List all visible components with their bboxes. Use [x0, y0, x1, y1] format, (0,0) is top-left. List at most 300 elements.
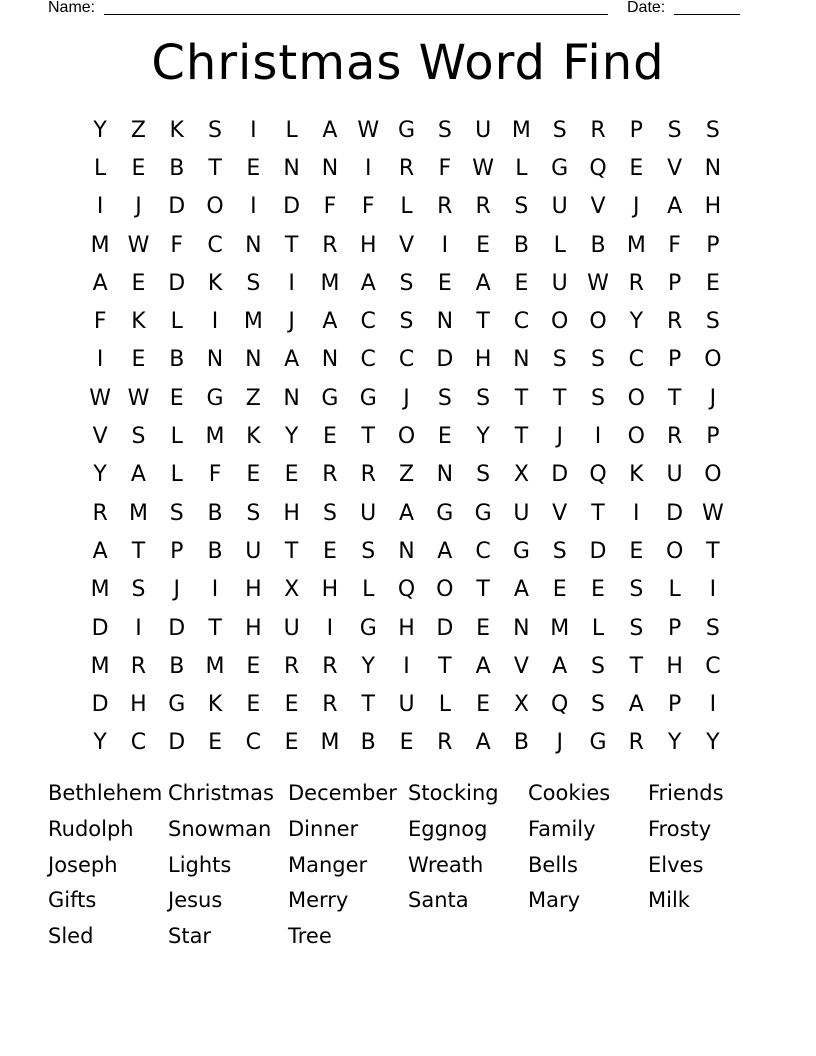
grid-letter: A	[628, 692, 644, 718]
grid-letter: H	[245, 615, 262, 641]
word-list-item: Frosty	[648, 816, 712, 841]
grid-letter: S	[591, 692, 605, 718]
grid-letter: I	[135, 615, 142, 641]
word-list-item: Joseph	[48, 852, 118, 877]
grid-letter: Q	[589, 462, 607, 488]
grid-letter: E	[246, 155, 261, 181]
grid-letter: G	[589, 730, 607, 756]
grid-letter: L	[400, 194, 413, 220]
grid-letter: L	[553, 232, 566, 258]
date-blank-line	[674, 14, 740, 15]
grid-letter: P	[667, 692, 682, 718]
grid-letter: H	[704, 194, 722, 220]
grid-letter: O	[704, 347, 722, 373]
grid-letter: W	[127, 232, 150, 258]
grid-letter: S	[629, 615, 644, 641]
grid-letter: M	[320, 270, 340, 296]
grid-letter: J	[556, 424, 563, 450]
grid-letter: N	[513, 347, 530, 373]
grid-letter: S	[169, 500, 184, 526]
grid-letter: K	[131, 309, 146, 335]
grid-letter: V	[590, 194, 606, 220]
grid-letter: K	[207, 270, 223, 296]
grid-letter: A	[284, 347, 300, 373]
grid-letter: T	[591, 500, 605, 526]
grid-letter: S	[705, 615, 720, 641]
grid-letter: C	[207, 232, 223, 258]
grid-letter: T	[131, 538, 146, 564]
grid-letter: R	[360, 462, 376, 488]
grid-letter: L	[668, 577, 681, 603]
grid-letter: U	[360, 500, 377, 526]
grid-letter: K	[246, 424, 261, 450]
word-list-item: Snowman	[168, 816, 272, 841]
word-list-item: Friends	[648, 781, 724, 805]
grid-letter: A	[475, 653, 491, 679]
grid-letter: G	[168, 692, 186, 718]
grid-letter: E	[514, 270, 529, 296]
grid-letter: E	[476, 692, 491, 718]
grid-letter: P	[629, 117, 643, 143]
grid-letter: K	[629, 462, 644, 488]
grid-letter: H	[321, 577, 339, 603]
grid-letter: S	[629, 577, 644, 603]
grid-letter: L	[515, 155, 528, 181]
grid-letter: G	[512, 538, 530, 564]
grid-letter: E	[284, 462, 299, 488]
word-list-item: Bethlehem	[48, 781, 163, 805]
grid-letter: S	[591, 653, 605, 679]
grid-letter: G	[397, 117, 416, 143]
grid-letter: B	[169, 347, 185, 373]
grid-letter: I	[96, 347, 104, 373]
grid-letter: G	[206, 385, 224, 411]
grid-letter: E	[284, 730, 299, 756]
grid-letter: Q	[397, 577, 416, 603]
grid-letter: R	[130, 653, 147, 679]
word-list-item: Rudolph	[48, 816, 134, 841]
grid-letter: E	[322, 424, 337, 450]
grid-letter: Y	[706, 730, 720, 756]
grid-letter: I	[96, 194, 104, 220]
grid-letter: T	[667, 385, 682, 411]
grid-letter: G	[474, 500, 492, 526]
grid-letter: S	[399, 270, 414, 296]
letter-grid	[81, 111, 732, 762]
grid-letter: D	[91, 692, 109, 718]
grid-letter: G	[359, 615, 377, 641]
grid-letter: S	[476, 385, 491, 411]
grid-letter: I	[250, 194, 257, 220]
grid-letter: M	[128, 500, 148, 526]
grid-letter: M	[511, 117, 531, 143]
grid-letter: Z	[245, 385, 261, 411]
grid-letter: T	[361, 692, 375, 718]
grid-letter: D	[168, 615, 186, 641]
grid-letter: B	[513, 730, 529, 756]
word-list-item: Eggnog	[408, 816, 488, 841]
grid-letter: U	[475, 117, 492, 143]
grid-letter: T	[208, 155, 222, 181]
word-list-item: Elves	[648, 852, 704, 877]
grid-letter: R	[437, 194, 453, 220]
grid-letter: S	[552, 117, 567, 143]
grid-letter: H	[359, 232, 377, 258]
grid-letter: H	[398, 615, 415, 641]
grid-letter: O	[665, 538, 684, 564]
grid-letter: P	[170, 538, 184, 564]
grid-letter: T	[476, 577, 490, 603]
grid-letter: A	[92, 270, 108, 296]
grid-letter: M	[320, 730, 340, 756]
grid-letter: M	[550, 615, 570, 641]
grid-letter: Y	[476, 424, 490, 450]
grid-letter: V	[398, 232, 415, 258]
grid-letter: J	[556, 730, 563, 756]
grid-letter: D	[168, 730, 186, 756]
grid-letter: R	[666, 424, 683, 450]
grid-letter: V	[552, 500, 568, 526]
grid-letter: U	[398, 692, 415, 718]
word-list-item: Stocking	[408, 781, 499, 805]
grid-letter: S	[591, 347, 605, 373]
grid-letter: E	[208, 730, 222, 756]
grid-letter: O	[589, 309, 607, 335]
grid-letter: C	[360, 309, 376, 335]
grid-letter: X	[513, 462, 529, 488]
grid-letter: R	[322, 653, 338, 679]
grid-letter: Y	[93, 730, 107, 756]
grid-letter: S	[131, 424, 146, 450]
grid-letter: U	[245, 538, 262, 564]
grid-letter: N	[321, 347, 339, 373]
grid-letter: M	[205, 424, 225, 450]
grid-letter: F	[93, 309, 107, 335]
grid-letter: E	[476, 232, 491, 258]
grid-letter: Y	[361, 653, 375, 679]
grid-letter: X	[513, 692, 529, 718]
grid-letter: A	[92, 538, 108, 564]
word-list-item: Gifts	[48, 888, 97, 913]
grid-letter: E	[169, 385, 184, 411]
grid-letter: S	[361, 538, 376, 564]
grid-letter: O	[206, 194, 224, 220]
grid-letter: P	[667, 615, 682, 641]
grid-letter: F	[361, 194, 375, 220]
grid-letter: O	[627, 385, 645, 411]
grid-letter: L	[362, 577, 375, 603]
grid-letter: H	[130, 692, 147, 718]
grid-letter: Y	[93, 117, 107, 143]
grid-letter: E	[284, 692, 299, 718]
grid-letter: E	[131, 155, 146, 181]
grid-letter: F	[438, 155, 452, 181]
grid-letter: E	[629, 155, 644, 181]
grid-letter: M	[90, 232, 110, 258]
grid-letter: D	[436, 347, 454, 373]
grid-letter: L	[170, 462, 183, 488]
grid-letter: A	[360, 270, 376, 296]
grid-letter: I	[709, 692, 717, 718]
grid-letter: B	[360, 730, 376, 756]
grid-letter: D	[589, 538, 607, 564]
grid-letter: A	[667, 194, 683, 220]
grid-letter: K	[169, 117, 184, 143]
grid-letter: Q	[589, 155, 607, 181]
grid-letter: R	[398, 155, 415, 181]
grid-letter: J	[709, 385, 717, 411]
grid-letter: A	[437, 538, 453, 564]
word-list-item: Tree	[288, 924, 332, 949]
grid-letter: H	[245, 577, 262, 603]
grid-letter: L	[591, 615, 605, 641]
grid-letter: S	[437, 385, 452, 411]
grid-letter: M	[90, 577, 110, 603]
grid-letter: U	[666, 462, 683, 488]
grid-letter: J	[288, 309, 295, 335]
grid-letter: D	[666, 500, 684, 526]
grid-letter: O	[627, 424, 645, 450]
grid-letter: U	[551, 194, 568, 220]
word-list-item: Mary	[528, 888, 581, 913]
grid-letter: R	[628, 270, 644, 296]
grid-letter: I	[403, 653, 410, 679]
grid-letter: D	[168, 194, 186, 220]
grid-letter: A	[475, 270, 491, 296]
grid-letter: N	[321, 155, 339, 181]
grid-letter: D	[551, 462, 569, 488]
word-list-item: Wreath	[408, 852, 484, 877]
grid-letter: N	[398, 538, 415, 564]
word-list-item: Santa	[408, 888, 469, 913]
grid-letter: S	[246, 500, 261, 526]
grid-letter: Z	[398, 462, 415, 488]
grid-letter: I	[288, 270, 295, 296]
grid-letter: R	[92, 500, 108, 526]
grid-letter: C	[360, 347, 376, 373]
grid-letter: B	[169, 155, 185, 181]
grid-letter: V	[513, 653, 529, 679]
grid-letter: R	[475, 194, 491, 220]
grid-letter: C	[475, 538, 491, 564]
date-label: Date:	[627, 0, 666, 16]
grid-letter: E	[131, 347, 146, 373]
grid-letter: Y	[629, 309, 644, 335]
word-list-item: Bells	[528, 852, 578, 877]
grid-letter: S	[437, 117, 452, 143]
word-list-item: Jesus	[168, 888, 223, 913]
grid-letter: I	[441, 232, 449, 258]
name-label: Name:	[48, 0, 96, 16]
grid-letter: I	[633, 500, 640, 526]
grid-letter: C	[705, 653, 721, 679]
grid-letter: B	[169, 653, 185, 679]
grid-letter: C	[130, 730, 147, 756]
word-list-item: Family	[528, 816, 596, 841]
grid-letter: L	[285, 117, 298, 143]
grid-letter: I	[250, 117, 257, 143]
grid-letter: R	[322, 692, 338, 718]
grid-letter: L	[94, 155, 107, 181]
grid-letter: S	[246, 270, 261, 296]
grid-letter: S	[131, 577, 146, 603]
grid-letter: A	[513, 577, 529, 603]
grid-letter: U	[513, 500, 530, 526]
word-list-item: Cookies	[528, 781, 611, 805]
grid-letter: J	[403, 385, 410, 411]
grid-letter: D	[283, 194, 301, 220]
grid-letter: P	[706, 424, 720, 450]
grid-letter: R	[322, 232, 338, 258]
grid-letter: C	[245, 730, 262, 756]
grid-letter: U	[283, 615, 300, 641]
grid-letter: D	[436, 615, 454, 641]
grid-letter: N	[283, 385, 300, 411]
grid-letter: G	[321, 385, 339, 411]
grid-letter: Y	[667, 730, 682, 756]
grid-letter: N	[436, 462, 454, 488]
grid-letter: N	[283, 155, 300, 181]
grid-letter: I	[211, 309, 219, 335]
page-title: Christmas Word Find	[151, 35, 665, 91]
grid-letter: N	[436, 309, 454, 335]
grid-letter: S	[322, 500, 337, 526]
grid-letter: S	[705, 117, 720, 143]
grid-letter: M	[90, 653, 110, 679]
grid-letter: E	[705, 270, 720, 296]
grid-letter: L	[438, 692, 451, 718]
grid-letter: X	[284, 577, 300, 603]
grid-letter: I	[364, 155, 372, 181]
grid-letter: G	[551, 155, 569, 181]
grid-letter: A	[130, 462, 146, 488]
grid-letter: T	[476, 309, 490, 335]
grid-letter: N	[245, 232, 262, 258]
grid-letter: Z	[130, 117, 146, 143]
grid-letter: S	[667, 117, 682, 143]
grid-letter: B	[207, 538, 223, 564]
grid-letter: B	[590, 232, 606, 258]
grid-letter: C	[398, 347, 415, 373]
grid-letter: B	[207, 500, 223, 526]
grid-letter: N	[704, 155, 722, 181]
grid-letter: B	[513, 232, 529, 258]
grid-letter: O	[397, 424, 416, 450]
grid-letter: W	[127, 385, 150, 411]
grid-letter: R	[283, 653, 300, 679]
name-blank-line	[104, 14, 608, 15]
grid-letter: S	[514, 194, 529, 220]
grid-letter: M	[626, 232, 646, 258]
grid-letter: I	[326, 615, 334, 641]
grid-letter: T	[284, 538, 299, 564]
grid-letter: Y	[93, 462, 107, 488]
grid-letter: N	[513, 615, 530, 641]
grid-letter: E	[246, 653, 261, 679]
grid-letter: D	[91, 615, 109, 641]
grid-letter: L	[170, 309, 183, 335]
grid-letter: M	[205, 653, 225, 679]
grid-letter: A	[322, 309, 338, 335]
grid-letter: T	[514, 385, 529, 411]
grid-letter: G	[436, 500, 454, 526]
grid-letter: E	[629, 538, 644, 564]
word-list	[48, 776, 768, 955]
grid-letter: T	[284, 232, 299, 258]
grid-letter: J	[135, 194, 142, 220]
grid-letter: S	[476, 462, 491, 488]
grid-letter: U	[551, 270, 568, 296]
grid-letter: W	[89, 385, 112, 411]
grid-letter: E	[399, 730, 414, 756]
grid-letter: S	[399, 309, 414, 335]
grid-letter: P	[667, 347, 682, 373]
grid-letter: J	[633, 194, 640, 220]
grid-letter: D	[168, 270, 186, 296]
grid-letter: S	[591, 385, 605, 411]
grid-letter: R	[437, 730, 453, 756]
grid-letter: H	[666, 653, 683, 679]
grid-letter: A	[398, 500, 415, 526]
word-list-item: Dinner	[288, 816, 359, 841]
grid-letter: J	[173, 577, 180, 603]
grid-letter: S	[552, 538, 567, 564]
grid-letter: O	[704, 462, 722, 488]
grid-letter: N	[245, 347, 262, 373]
word-list-item: Star	[168, 924, 212, 949]
grid-letter: F	[170, 232, 184, 258]
grid-letter: W	[472, 155, 494, 181]
grid-letter: T	[438, 653, 452, 679]
grid-letter: E	[591, 577, 605, 603]
word-list-item: Manger	[288, 852, 368, 877]
grid-letter: W	[587, 270, 609, 296]
grid-letter: L	[170, 424, 183, 450]
grid-letter: Y	[284, 424, 299, 450]
word-list-item: December	[288, 781, 397, 805]
grid-letter: W	[702, 500, 724, 526]
grid-letter: S	[208, 117, 223, 143]
grid-letter: P	[706, 232, 720, 258]
grid-letter: E	[552, 577, 567, 603]
grid-letter: F	[668, 232, 681, 258]
grid-letter: N	[206, 347, 224, 373]
grid-letter: P	[667, 270, 682, 296]
word-list-item: Christmas	[168, 781, 274, 805]
grid-letter: T	[208, 615, 222, 641]
grid-letter: V	[667, 155, 683, 181]
grid-letter: R	[628, 730, 644, 756]
grid-letter: A	[552, 653, 568, 679]
grid-letter: I	[709, 577, 717, 603]
word-list-item: Sled	[48, 924, 94, 949]
grid-letter: E	[246, 462, 261, 488]
grid-letter: E	[476, 615, 491, 641]
grid-letter: R	[590, 117, 606, 143]
grid-letter: W	[357, 117, 380, 143]
grid-letter: F	[208, 462, 222, 488]
grid-letter: R	[666, 309, 683, 335]
grid-letter: T	[514, 424, 529, 450]
grid-letter: V	[92, 424, 108, 450]
word-list-item: Lights	[168, 852, 232, 877]
grid-letter: I	[594, 424, 602, 450]
grid-letter: E	[437, 424, 452, 450]
grid-letter: E	[437, 270, 452, 296]
grid-letter: G	[359, 385, 377, 411]
grid-letter: A	[322, 117, 338, 143]
grid-letter: Q	[551, 692, 569, 718]
